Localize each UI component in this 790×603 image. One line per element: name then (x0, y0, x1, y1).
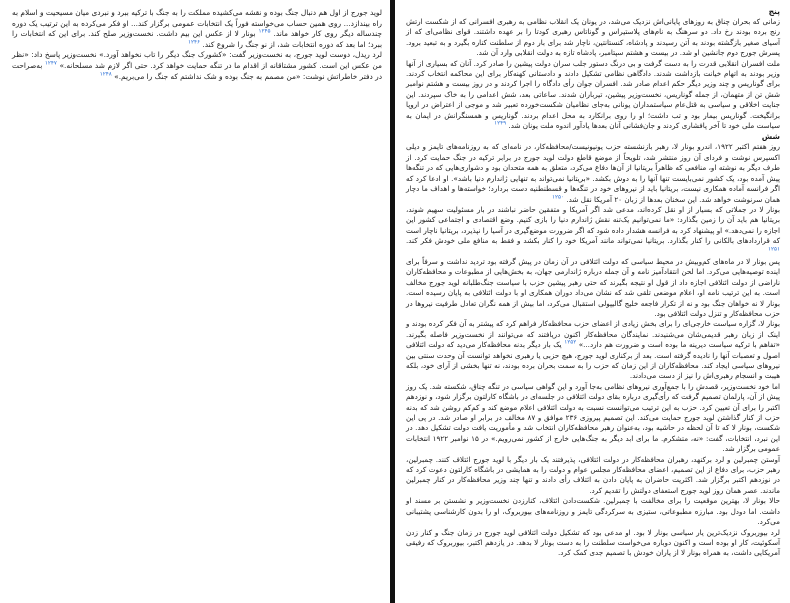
footnote-ref[interactable]: ۱۲۵۱ (767, 246, 780, 253)
right-paragraph-b6 (406, 455, 780, 497)
paragraph-text: به‌صراحت در دفتر خاطراتش نوشت: «من مصمم به جنگ بوده و شک نداشتم که جنگ را می‌بریم.» (12, 60, 382, 81)
right-paragraph-b2 (406, 205, 780, 257)
paragraph-text: لوید جورج از اول هم دنبال جنگ بوده و نقشه می‌کشیده مملکت را به جنگ با ترکیه ببرد و نبردی میان مسیحیت و اسلام به راه بیندازد... روی همین حساب می‌خواسته فوراً یک انتخابات عمومی برگزار کند... او فکر می‌کرده به این ترتیب یک دوره چندساله دیگر روی کار خواهد ماند. (12, 8, 382, 39)
right-paragraph-a2 (406, 59, 780, 132)
footnote-ref[interactable]: ۱۲۴۵ (258, 28, 271, 35)
paragraph-text: زمانی که بحران چناق به روزهای پایانی‌اش نزدیک می‌شد، در یونان یک انقلاب نظامی به رهبری افسرانی که از شکست ارتش رنج برده بودند رخ داد. دو سرهنگ به نام‌های پلاستیراس و گوناتاس رهبری کودتا را بر عهده داشتند. قوای نظامی‌ای که از آسیای صغیر بازگشته بودند به آتن رسیدند و پادشاه، کنستانتین، ناچار شد برای بار دوم از سلطنت کناره بگیرد و به تبعید برود. پسرش جورج دوم جانشین او شد. در بیست و هشتم سپتامبر، پادشاه تازه به دولت انقلابی وارد آن شد. (406, 17, 780, 58)
paragraph-text: پس بونار لا در ماه‌های کم‌وبیش در محیط سیاسی که دولت ائتلافی در آن زمان در پیش گرفته بود تردید نداشت و سرفاً برای اینده توصیه‌هایی می‌کرد. اما لحن انتقادآمیز نامه و آن جمله درباره ژاندارمی جهان، به بخش‌هایی از مطبوعات و محافظه‌کاران ناراضی از دولت ائتلافی اجازه داد از قول او نتیجه بگیرند که حتی رهبر پیشین حزب با سیاست جنگ‌طلبانه لوید جورج مخالف است. به این ترتیب نامه او، اعلام موضعی تلقی شد که نشان می‌داد دوران همکاری او با دولت ائتلافی به پایان رسیده است. بونار لا نه خواهان جنگ بود و نه از تکرار فاجعه خلیج گالیپولی استقبال می‌کرد، اما بیش از همه نگران تعادل طرفیت نیروها در حزب محافظه‌کار و تنزل دولت ائتلافی بود. (406, 256, 780, 318)
paragraph-text: بونار لا از عکس این بیم داشت. نخست‌وزیر صلح کند. برای این که انتخابات را ببرد؛ اما بعد که دوره انتخابات شد، از نو جنگ را شروع کند. (12, 29, 382, 49)
left-page (6, 0, 386, 603)
right-paragraph-b1 (406, 142, 780, 204)
paragraph-text: ملت افسران انقلابی قدرت را به دست گرفت و بی درنگ دستور جلب سران دولت پیشین را صادر کرد. آنان که بسیاری از آنها وزیر بودند به اتهام خیانت بازداشت شدند. دادگاهی نظامی تشکیل دادند و دادستانی کهنه‌کار برای این محاکمه انتخاب کردند. برای گوناریس و چند وزیر دیگر حکم اعدام صادر شد. افسران جوان رأی دادگاه را اجرا کردند و در روز بیست و هشتم نوامبر شش تن از متهمان، از جمله گوناریس، نخست‌وزیر پیشین، تیرباران شدند. ساعاتی بعد، شش اعدامی را به خاک سپردند. این جنایت اخلاقی و سیاسی به قتل‌عام سیاستمداران یونانی به‌جای نظامیان شکست‌خورده تعبیر شد و موجی از اعتراض در اروپا برانگیخت. گوناریس بیمار بود و تب داشت؛ او را روی برانکارد به محل اعدام بردند. گوناریس و همسنگرانش در ایمان به سیاست ملی خود تا آخر پافشاری کردند و جان‌فشانی آنان بعدها یادآور اندوه ملت یونان شد. (406, 58, 780, 131)
footnote-ref[interactable]: ۱۲۴۶ (188, 39, 201, 46)
right-paragraph-b8 (406, 528, 780, 559)
paragraph-text: یک بار دیگر بدنه محافظه‌کار می‌دید که دولت ائتلافی اصول و تعصبات آنها را نادیده گرفته است. بعد از برکناری لوید جورج، هیچ حزبی یا رهبری نخواهد توانست آن وحدت سنتی بین نیروهای سیاسی ایجاد کند. محافظه‌کاران از این زمان که حزب را به سمت بحران برده بودند، نه تنها بخشی از آرای خود، بلکه هیبت و انسجام رهبری‌اش را نیز از دست می‌دادند. (406, 340, 780, 381)
section-heading-five: پنج (768, 7, 780, 16)
paragraph-text: لرد ریدل، دوست لوید جورج، به نخست‌وزیر گفت: «کشورک جنگ دیگر را تاب نخواهد آورد.» نخست‌وزیر پاسخ داد: «نظر من عکس این است. کشور مشتاقانه از اقدام ما در تنگه حمایت خواهد کرد. حتی اگر لازم شد مسلحانه.» (12, 50, 382, 70)
right-paragraph-b7 (406, 496, 780, 527)
footnote-ref[interactable]: ۱۲۵۲ (564, 339, 577, 346)
page-gutter-divider (390, 0, 395, 603)
left-paragraph-1 (12, 8, 382, 50)
footnote-ref[interactable]: ۱۲۵۰ (551, 194, 565, 201)
paragraph-text: اما خود نخست‌وزیر، قصدش را با جمع‌آوری نیروهای نظامی به‌جا آورد و این گواهی سیاسی در تنگه چناق، شکسته شد. یک روز پیش از آن، پارلمان تصمیم گرفت که رأی‌گیری درباره بقای دولت ائتلافی در جلسه‌ای در باشگاه کارلتون برگزار شود، و نوزدهم اکتبر را برای آن تعیین کرد. حزب به این ترتیب می‌توانست نسبت به دولت ائتلافی اعلام موضع کند و کم‌کم روشن شد که بدنه حزب از کنار گذاشتن لوید جورج حمایت می‌کند. این تصمیم پیروزی ۲۳۶ موافق و ۸۷ مخالف در برابر او صادر شد. در پی این شکست، بونار لا که تا آن لحظه در حاشیه بود، به‌عنوان رهبر محافظه‌کاران انتخاب شد و مأموریت یافت دولت تشکیل دهد. در این نبرد، انتخابات، گفت: «نه، متشکرم. ما برای ابد دیگر به جنگ‌هایی خارج از کشور نمی‌رویم.» در ۱۵ نوامبر ۱۹۲۲ انتخابات عمومی برگزار شد. (406, 381, 780, 454)
right-paragraph-b4 (406, 319, 780, 381)
paragraph-text: لرد بیوربروک نزدیک‌ترین یار سیاسی بونار لا بود. او مدعی بود که تشکیل دولت ائتلافی لوید جورج در زمان جنگ و کنار زدن آسکوئیت، کار او بوده است و اکنون دوباره می‌خواست سلطنت را به دست بونار لا بدهد. در یازدهم اکتبر، بیوربروک که رفیقی آمریکایی داشت، به همراه بونار لا از یاران خودش با تصمیم جدی کمک کرد. (406, 527, 780, 558)
right-paragraph-a1 (406, 17, 780, 59)
paragraph-text: آوستن چمبرلین و لرد برکنهد، رهبران محافظه‌کار در دولت ائتلافی، پذیرفتند یک بار دیگر با لوید جورج ائتلاف کنند. چمبرلین، رهبر حزب، برای دفاع از این تصمیم، اعضای محافظه‌کار مجلس عوام و دولت را به همایشی در باشگاه کارلتون دعوت کرد که در نوزدهم اکتبر برگزار شد. اکثریت حاضران به پایان دادن به ائتلاف رأی دادند و تنها چند وزیر محافظه‌کار در کنار چمبرلین ماندند. عصر همان روز لوید جورج استعفای دولتش را تقدیم کرد. (406, 454, 780, 495)
right-paragraph-b5 (406, 382, 780, 455)
section-heading-six: شش (761, 132, 780, 142)
right-page (402, 0, 784, 603)
paragraph-text: حالا بونار لا، بهترین موقعیت را برای مخالفت با چمبرلین. شکست‌دادن ائتلاف، کنارزدن نخست‌وزیر و نشستن بر مسند او داشت. اما دودل بود. مبارزه مطبوعاتی، ستیزی به سرکردگی تایمز و روزنامه‌های بیوربروک، او را بدون کارشناسی پشتیبانی می‌کرد. (406, 496, 780, 527)
right-paragraph-b3 (406, 257, 780, 319)
paragraph-text: بونار لا، گزاره سیاست خارجی‌ای را برای بخش زیادی از اعضای حزب محافظه‌کار فراهم کرد که پیشتر به آن فکر کرده بودند و اینک از زبان رهبر قدیمی‌شان می‌شنیدند. نمایندگان محافظه‌کار اکنون دریافتند که می‌توانند از نخست‌وزیر فاصله بگیرند. «تفاهم با ترکیه سیاست دیرینه ما بوده است و ضرورت هم دارد...» (406, 319, 780, 350)
footnote-ref[interactable]: ۱۲۴۸ (99, 71, 112, 78)
footnote-ref[interactable]: ۱۲۴۷ (44, 60, 57, 67)
left-paragraph-2 (12, 50, 382, 82)
paragraph-text: روز هفتم اکتبر ۱۹۲۲، اندرو بونار لا، رهبر بازنشسته حزب یونیونیست/محافظه‌کار، در نامه‌ای که به روزنامه‌های تایمز و دیلی اکسپرس نوشت و فردای آن روز منتشر شد، تلویحاً از موضع قاطع دولت لوید جورج در برابر ترکیه در جنگ حمایت کرد. از طرف دیگر به نوشته او، منافعی که ظاهراً بریتانیا از آن‌ها دفاع می‌کرد، متعلق به همه متحدان بود و دشواری‌هایی که در تنگه‌ها پیش آمده بود، یک کشور نمی‌بایست تنها آنها را به دوش بکشد. «بریتانیا نمی‌تواند به تنهایی ژاندارم دنیا باشد». او ادعا کرد که اگر فرانسه آماده همکاری نیست، بریتانیا باید از نیروهای خود در تنگه‌ها و قسطنطنیه دست بردارد؛ خواسته‌ها و اهداف ما دچار همان سرنوشت خواهد شد. این سخنان بعدها از زبان ۲۰ آمریکا نقل شد. (406, 142, 781, 204)
paragraph-text: بونار لا در جملاتی که بسیار از او نقل کرده‌اند، مدعی شد اگر آمریکا و متفقین حاضر نباشند در بار مسئولیت سهیم شوند، بریتانیا هم باید آن را زمین بگذارد: «ما نمی‌توانیم یک‌تنه نقش ژاندارم دنیا را بازی کنیم. وضع اقتصادی و اجتماعی کشور این اجازه را نمی‌دهد.» او پیشنهاد کرد به فرانسه هشدار داده شود که اگر ضرورت موضع‌گیری در آسیا را نپذیرد، بریتانیا ناچار است که قراردادهای بالکانی را کنار بگذارد. بریتانیا نمی‌تواند مانند آمریکا خود را کنار بکشد و فقط به منافع ملی خودش فکر کند. (406, 204, 780, 246)
footnote-ref[interactable]: ۱۲۴۹ (494, 120, 507, 127)
